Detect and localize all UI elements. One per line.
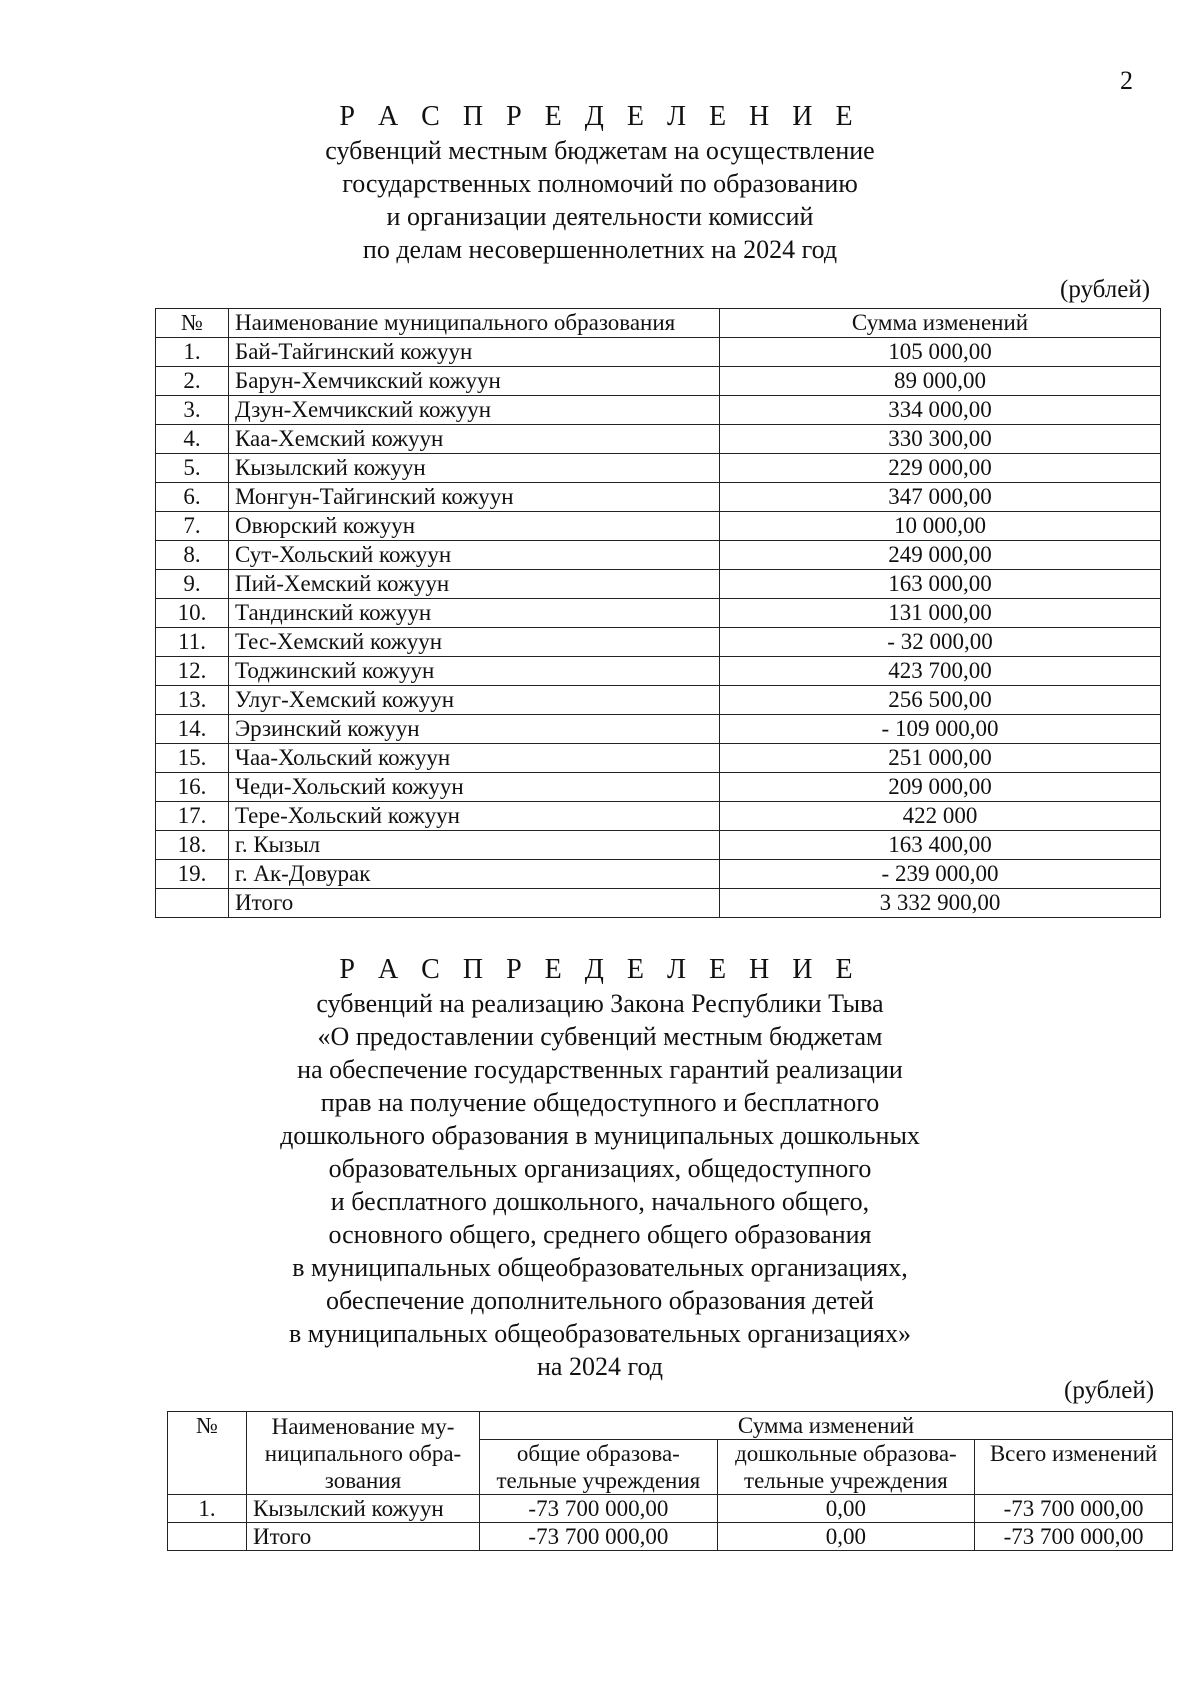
section1-subtitle-line: государственных полномочий по образованию [342, 169, 858, 198]
table-total-row [156, 889, 1161, 918]
cell-name: Чаа-Хольский кожуун [229, 744, 720, 773]
header-name: Наименование муниципального образования [229, 309, 720, 338]
table-row [156, 744, 1161, 773]
cell-num: 6. [156, 483, 229, 512]
section1-table [155, 308, 1161, 918]
cell-sum: 163 000,00 [720, 570, 1161, 599]
section1-heading [0, 100, 1200, 266]
header-sum-group: Сумма изменений [480, 1412, 1173, 1440]
table-row [156, 686, 1161, 715]
table-row [156, 512, 1161, 541]
section2-table [167, 1411, 1173, 1551]
cell-num: 13. [156, 686, 229, 715]
cell-num [168, 1523, 247, 1551]
table-row [156, 860, 1161, 889]
cell-name: Овюрский кожуун [229, 512, 720, 541]
table-row [156, 483, 1161, 512]
table-row [156, 570, 1161, 599]
cell-sum: 334 000,00 [720, 396, 1161, 425]
table-header-row [156, 309, 1161, 338]
cell-sum: 347 000,00 [720, 483, 1161, 512]
header-preschool-line: тельные учреждения [744, 1468, 948, 1493]
table-row [156, 338, 1161, 367]
cell-sum: 89 000,00 [720, 367, 1161, 396]
table-row [156, 599, 1161, 628]
cell-num: 12. [156, 657, 229, 686]
table-row [156, 628, 1161, 657]
header-num: № [168, 1412, 247, 1495]
section2-subtitle-line: в муниципальных общеобразовательных организациях» [288, 1319, 911, 1348]
table-row [156, 425, 1161, 454]
cell-num: 4. [156, 425, 229, 454]
section2-subtitle-line: «О предоставлении субвенций местным бюджетам [317, 1022, 883, 1051]
section2-subtitle-line: образовательных организациях, общедоступного [328, 1154, 872, 1183]
cell-name: Чеди-Хольский кожуун [229, 773, 720, 802]
cell-sum: 423 700,00 [720, 657, 1161, 686]
cell-sum: - 109 000,00 [720, 715, 1161, 744]
cell-general: -73 700 000,00 [480, 1523, 718, 1551]
table-header-row [168, 1412, 1173, 1440]
table-row [156, 367, 1161, 396]
header-name-line: зования [324, 1467, 402, 1493]
table-row [156, 657, 1161, 686]
cell-num: 17. [156, 802, 229, 831]
cell-name: Тес-Хемский кожуун [229, 628, 720, 657]
cell-num: 3. [156, 396, 229, 425]
cell-sum: 249 000,00 [720, 541, 1161, 570]
cell-name: Итого [247, 1523, 480, 1551]
section1-subtitle-line: по делам несовершеннолетних на 2024 год [362, 235, 838, 264]
section2-title: Р А С П Р Е Д Е Л Е Н И Е [339, 954, 861, 985]
header-name-line: Наименование му- [271, 1413, 455, 1439]
cell-name: г. Ак-Довурак [229, 860, 720, 889]
section2-subtitle-line: на обеспечение государственных гарантий реализации [297, 1055, 903, 1084]
cell-name: Пий-Хемский кожуун [229, 570, 720, 599]
section2-subtitle-line: на 2024 год [537, 1352, 663, 1381]
section2-heading [0, 953, 1200, 1383]
header-general-line: общие образова- [516, 1441, 680, 1466]
section1-units: (рублей) [1060, 276, 1151, 303]
section2-subtitle-line: обеспечение дополнительного образования детей [326, 1286, 874, 1315]
table-row [156, 715, 1161, 744]
section2-units: (рублей) [1064, 1377, 1155, 1404]
cell-num: 7. [156, 512, 229, 541]
cell-sum: - 32 000,00 [720, 628, 1161, 657]
cell-name: Сут-Хольский кожуун [229, 541, 720, 570]
cell-num: 2. [156, 367, 229, 396]
header-num: № [156, 309, 229, 338]
section1-subtitle-line: и организации деятельности комиссий [386, 202, 814, 231]
cell-name: Тере-Хольский кожуун [229, 802, 720, 831]
cell-sum: 251 000,00 [720, 744, 1161, 773]
cell-total: -73 700 000,00 [975, 1523, 1173, 1551]
header-preschool-line: дошкольные образова- [735, 1441, 957, 1466]
cell-num: 15. [156, 744, 229, 773]
table-row [156, 396, 1161, 425]
cell-num [156, 889, 229, 918]
cell-name: Кызылский кожуун [247, 1495, 480, 1523]
cell-num: 1. [168, 1495, 247, 1523]
cell-sum: 163 400,00 [720, 831, 1161, 860]
cell-name: Эрзинский кожуун [229, 715, 720, 744]
cell-preschool: 0,00 [717, 1523, 974, 1551]
cell-name: г. Кызыл [229, 831, 720, 860]
cell-num: 5. [156, 454, 229, 483]
cell-sum: 3 332 900,00 [720, 889, 1161, 918]
cell-name: Дзун-Хемчикский кожуун [229, 396, 720, 425]
table-row [156, 773, 1161, 802]
cell-total: -73 700 000,00 [975, 1495, 1173, 1523]
section2-subtitle-line: прав на получение общедоступного и бесплатного [320, 1088, 880, 1117]
cell-num: 9. [156, 570, 229, 599]
header-preschool [717, 1440, 974, 1495]
header-general-line: тельные учреждения [496, 1468, 701, 1493]
cell-preschool: 0,00 [717, 1495, 974, 1523]
cell-sum: 229 000,00 [720, 454, 1161, 483]
table-row [156, 454, 1161, 483]
section2-subtitle-line: дошкольного образования в муниципальных дошкольных [280, 1121, 920, 1150]
cell-name: Кызылский кожуун [229, 454, 720, 483]
header-name [247, 1412, 480, 1495]
cell-sum: 209 000,00 [720, 773, 1161, 802]
cell-sum: 131 000,00 [720, 599, 1161, 628]
table-row [156, 802, 1161, 831]
cell-sum: 105 000,00 [720, 338, 1161, 367]
cell-num: 1. [156, 338, 229, 367]
cell-num: 11. [156, 628, 229, 657]
section2-subtitle-line: субвенций на реализацию Закона Республики Тыва [316, 989, 884, 1018]
cell-name: Улуг-Хемский кожуун [229, 686, 720, 715]
table-row [156, 831, 1161, 860]
cell-general: -73 700 000,00 [480, 1495, 718, 1523]
section2-subtitle-line: основного общего, среднего общего образования [328, 1220, 872, 1249]
section1-title: Р А С П Р Е Д Е Л Е Н И Е [339, 101, 861, 132]
cell-sum: 330 300,00 [720, 425, 1161, 454]
section2-subtitle-line: и бесплатного дошкольного, начального общего, [330, 1187, 870, 1216]
section2-subtitle-line: в муниципальных общеобразовательных организациях, [292, 1253, 908, 1282]
page-number: 2 [1120, 66, 1133, 95]
cell-sum: 422 000 [720, 802, 1161, 831]
cell-num: 14. [156, 715, 229, 744]
header-sum: Сумма изменений [720, 309, 1161, 338]
cell-name: Барун-Хемчикский кожуун [229, 367, 720, 396]
cell-sum: 10 000,00 [720, 512, 1161, 541]
cell-num: 8. [156, 541, 229, 570]
cell-num: 10. [156, 599, 229, 628]
cell-num: 19. [156, 860, 229, 889]
cell-name: Бай-Тайгинский кожуун [229, 338, 720, 367]
cell-sum: - 239 000,00 [720, 860, 1161, 889]
cell-num: 16. [156, 773, 229, 802]
cell-name: Итого [229, 889, 720, 918]
header-total-change: Всего изменений [975, 1440, 1173, 1495]
table-row [156, 541, 1161, 570]
header-general [480, 1440, 718, 1495]
cell-name: Каа-Хемский кожуун [229, 425, 720, 454]
cell-name: Монгун-Тайгинский кожуун [229, 483, 720, 512]
cell-name: Тандинский кожуун [229, 599, 720, 628]
cell-sum: 256 500,00 [720, 686, 1161, 715]
table-total-row [168, 1523, 1173, 1551]
cell-num: 18. [156, 831, 229, 860]
section1-subtitle-line: субвенций местным бюджетам на осуществление [325, 136, 875, 165]
header-name-line: ниципального обра- [264, 1440, 462, 1466]
cell-name: Тоджинский кожуун [229, 657, 720, 686]
table-row [168, 1495, 1173, 1523]
